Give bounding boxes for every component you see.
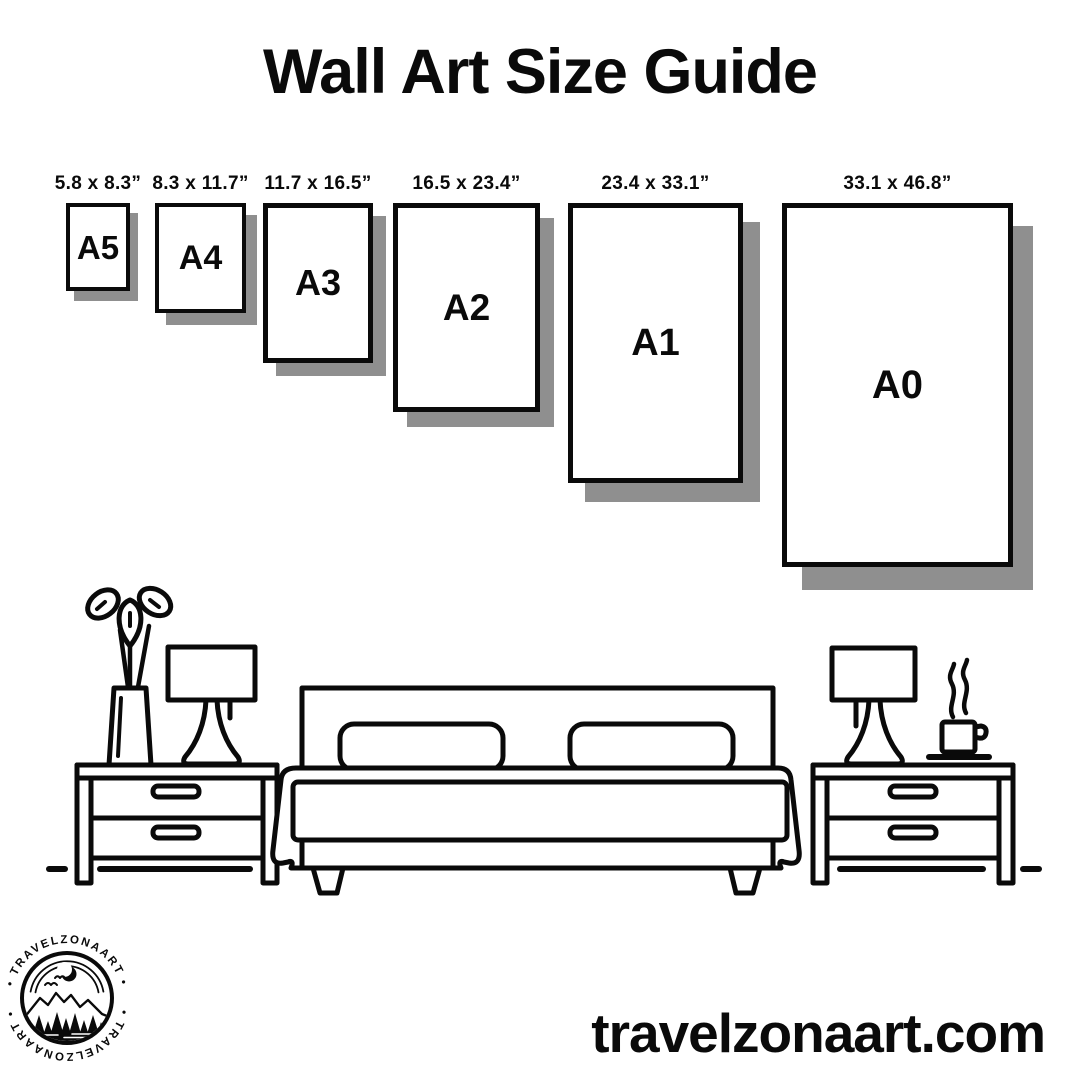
- drawer-handle-icon: [153, 827, 199, 838]
- drawer-handle-icon: [890, 827, 936, 838]
- bed-leg: [313, 868, 343, 893]
- poster-letter-a4: A4: [178, 239, 223, 277]
- page-title: Wall Art Size Guide: [263, 37, 817, 107]
- mattress: [293, 782, 787, 840]
- logo-arc-text-top: • TRAVELZONAART •: [4, 933, 130, 988]
- poster-letter-a1: A1: [631, 322, 680, 364]
- poster-a2: [393, 173, 540, 412]
- poster-frame-a2: [393, 203, 540, 412]
- poster-a1: [568, 173, 743, 483]
- size-label-a4: 8.3 x 11.7”: [152, 173, 249, 194]
- table-lamp-right-icon: [832, 648, 915, 764]
- mountains-icon: [24, 993, 112, 1018]
- bird-icon: [45, 983, 57, 985]
- steam-icon: [950, 664, 954, 717]
- bed-leg: [730, 868, 760, 893]
- poster-frame-a4: [155, 203, 246, 313]
- steam-icon: [963, 660, 967, 713]
- pillow-left: [340, 724, 503, 770]
- size-label-a5: 5.8 x 8.3”: [54, 173, 142, 194]
- drawer-handle-icon: [890, 786, 936, 797]
- website-url: travelzonaart.com: [591, 1002, 1045, 1064]
- bird-icon: [55, 976, 65, 978]
- nightstand-left: [77, 765, 277, 883]
- pillow-right: [570, 724, 733, 770]
- bedroom-scene-illustration: [0, 580, 1080, 900]
- bed-icon: [273, 688, 800, 893]
- drawer-handle-icon: [153, 786, 199, 797]
- nightstand-right: [813, 765, 1013, 883]
- bed-frame: [302, 840, 773, 868]
- size-label-a3: 11.7 x 16.5”: [264, 173, 372, 194]
- poster-a3: [263, 173, 373, 363]
- logo-arc-text-bottom: • TRAVELZONAART •: [4, 1008, 130, 1063]
- poster-a4: [152, 173, 249, 313]
- size-label-a0: 33.1 x 46.8”: [843, 173, 952, 194]
- poster-letter-a2: A2: [442, 287, 491, 328]
- poster-frame-a3: [263, 203, 373, 363]
- poster-frame-a1: [568, 203, 743, 483]
- poster-letter-a3: A3: [294, 262, 342, 303]
- poster-letter-a5: A5: [76, 228, 120, 266]
- size-label-a1: 23.4 x 33.1”: [601, 173, 710, 194]
- poster-letter-a0: A0: [871, 363, 924, 407]
- table-lamp-left-icon: [168, 647, 255, 764]
- poster-a0: [782, 173, 1013, 567]
- poster-frame-a5: [66, 203, 130, 291]
- coffee-cup-icon: [929, 660, 989, 757]
- poster-frame-a0: [782, 203, 1013, 567]
- poster-a5: [54, 173, 142, 291]
- plant-vase-icon: [82, 583, 176, 765]
- brand-logo: [0, 928, 136, 1064]
- size-label-a2: 16.5 x 23.4”: [412, 173, 521, 194]
